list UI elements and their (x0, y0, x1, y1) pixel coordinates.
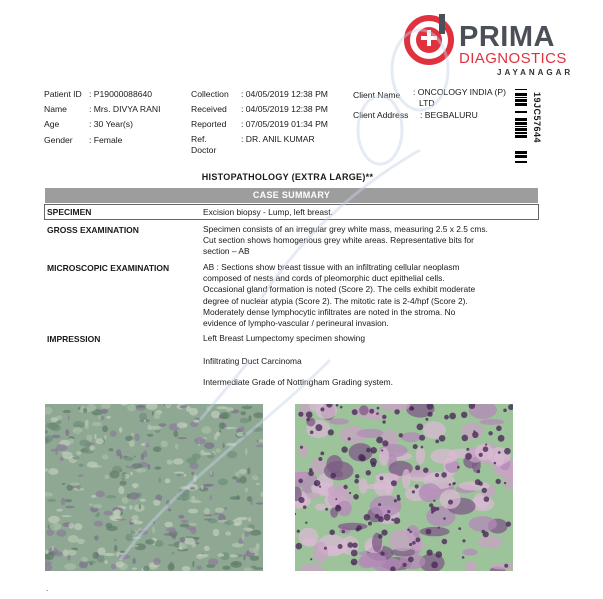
microscopic-value (203, 262, 543, 329)
brand-location: JAYANAGAR (497, 68, 574, 77)
collection-label: Collection (191, 89, 229, 99)
gender-value: : Female (89, 135, 123, 145)
micrograph-high-power (295, 404, 513, 571)
impression-grade: Intermediate Grade of Nottingham Grading system. (203, 377, 393, 387)
ref-label-line1: Ref. (191, 134, 207, 144)
impression-label: IMPRESSION (47, 334, 101, 344)
patient-id-value: : P19000088640 (89, 89, 153, 99)
gender-label: Gender (44, 135, 73, 145)
micro-line: evidence of lympho-vascular / perineural invasion. (203, 318, 389, 329)
test-title (0, 172, 603, 182)
micrograph-high-power-image (295, 404, 513, 571)
received-value: : 04/05/2019 12:38 PM (241, 104, 328, 114)
micro-line: AB : Sections show breast tissue with an infiltrating cellular neoplasm (203, 262, 460, 272)
age-value: : 30 Year(s) (89, 119, 133, 129)
received-label: Received (191, 104, 227, 114)
brand-subtitle: DIAGNOSTICS (459, 50, 567, 67)
ref-doctor-value: : DR. ANIL KUMAR (241, 134, 315, 144)
micro-line: Occasional gland formation is noted (Score 2). The cells exhibit moderate (203, 284, 476, 295)
brand-name: PRIMA (459, 21, 555, 53)
reported-label: Reported (191, 119, 227, 129)
gross-label: GROSS EXAMINATION (47, 225, 139, 235)
gross-line: Specimen consists of an irregular grey white mass, measuring 2.5 x 2.5 cms. (203, 224, 488, 234)
specimen-value: Excision biopsy - Lump, left breast. (203, 207, 333, 217)
test-title-text: HISTOPATHOLOGY (EXTRA LARGE)** (201, 172, 374, 182)
prima-logo-mark-icon (403, 12, 457, 66)
impression-line-1: Left Breast Lumpectomy specimen showing (203, 333, 365, 343)
micro-line: degree of nuclear atypia (Score 2). The mitotic rate is 2-4/hpf (Score 2). (203, 295, 468, 306)
prima-logo (403, 12, 574, 77)
micro-line: Moderately dense lymphocytic infiltrates are noted in the stroma. No (203, 306, 456, 317)
reported-value: : 07/05/2019 01:34 PM (241, 119, 328, 129)
client-name-label: Client Name (353, 90, 401, 100)
client-address-value: : BEGBALURU (420, 110, 478, 120)
case-summary-header: CASE SUMMARY (45, 188, 538, 203)
footer-mark: . (46, 584, 49, 593)
micrograph-low-power (45, 404, 263, 571)
collection-value: : 04/05/2019 12:38 PM (241, 89, 328, 99)
patient-id-label: Patient ID (44, 89, 82, 99)
gross-line: section – AB (203, 246, 250, 257)
name-label: Name (44, 104, 67, 114)
microscopic-label: MICROSCOPIC EXAMINATION (47, 263, 170, 273)
micro-line: composed of nests and cords of pleomorphic duct epithelial cells. (203, 273, 445, 284)
micrograph-low-power-image (45, 404, 263, 571)
gross-line: Cut section shows homogenous grey white areas. Representative bits for (203, 235, 474, 246)
client-name-value-line2: LTD (419, 98, 435, 108)
barcode-number: 19JC57644 (532, 92, 542, 144)
impression-diagnosis: Infiltrating Duct Carcinoma (203, 356, 302, 366)
name-value: : Mrs. DIVYA RANI (89, 104, 161, 114)
age-label: Age (44, 119, 60, 129)
client-name-value-line1: : ONCOLOGY INDIA (P) (413, 87, 506, 97)
gross-value (203, 224, 543, 258)
client-address-label: Client Address (353, 110, 409, 120)
specimen-label: SPECIMEN (47, 207, 92, 217)
ref-label-line2: Doctor (191, 145, 217, 155)
